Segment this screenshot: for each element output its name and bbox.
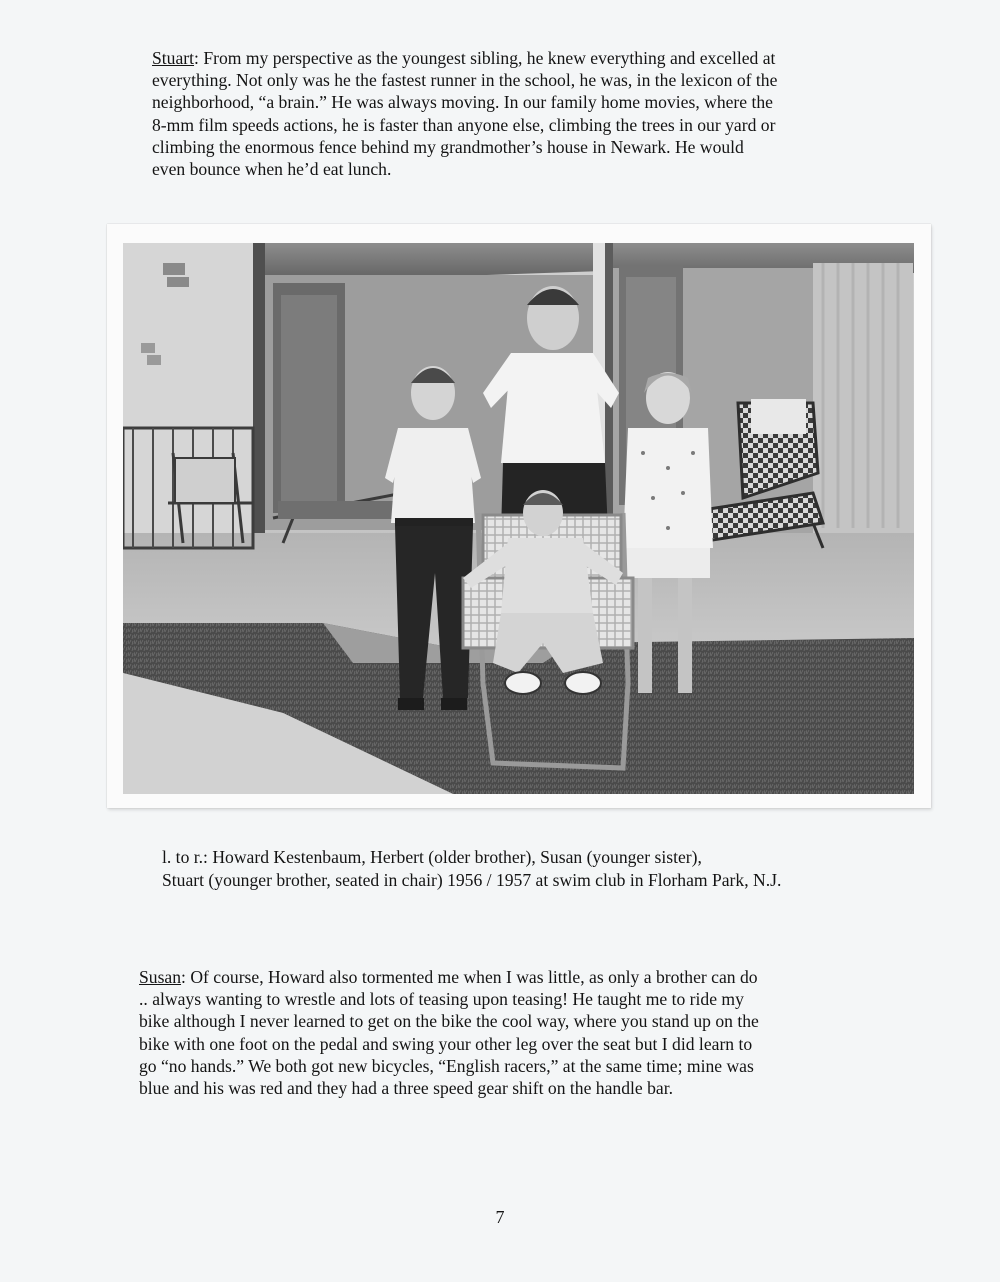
susan-line-1: Susan: Of course, Howard also tormented me when I was little, as only a brother can do [139, 967, 758, 987]
susan-speaker-label: Susan [139, 967, 182, 987]
stuart-line-3: neighborhood, “a brain.” He was always moving. In our family home movies, where the [152, 92, 773, 113]
photo-frame [107, 224, 931, 808]
caption-line-1: l. to r.: Howard Kestenbaum, Herbert (older brother), Susan (younger sister), [162, 847, 702, 867]
susan-paragraph [139, 966, 759, 1099]
family-photo [123, 243, 914, 794]
photo-caption [162, 846, 781, 892]
caption-line-2: Stuart (younger brother, seated in chair) 1956 / 1957 at swim club in Florham Park, N.J. [162, 870, 782, 890]
susan-line-4: bike with one foot on the pedal and swing your other leg over the seat but I did learn to [139, 1033, 753, 1054]
susan-line-3: bike although I never learned to get on the bike the cool way, where you stand up on the [139, 1011, 759, 1032]
susan-line-6: blue and his was red and they had a three speed gear shift on the handle bar. [139, 1078, 673, 1099]
stuart-line-2: everything. Not only was he the fastest runner in the school, he was, in the lexicon of the [152, 70, 778, 91]
stuart-speaker-label: Stuart [152, 48, 195, 68]
page-number: 7 [495, 1207, 505, 1227]
susan-line-5: go “no hands.” We both got new bicycles, “English racers,” at the same time; mine was [139, 1055, 754, 1076]
stuart-line-5: climbing the enormous fence behind my grandmother’s house in Newark. He would [152, 136, 744, 157]
stuart-paragraph [152, 47, 777, 180]
stuart-line-6: even bounce when he’d eat lunch. [152, 159, 392, 180]
susan-line-2: .. always wanting to wrestle and lots of teasing upon teasing! He taught me to ride my [139, 989, 744, 1010]
stuart-line-4: 8-mm film speeds actions, he is faster than anyone else, climbing the trees in our yard or [152, 114, 776, 135]
stuart-line-1: Stuart: From my perspective as the youngest sibling, he knew everything and excelled at [152, 48, 776, 68]
